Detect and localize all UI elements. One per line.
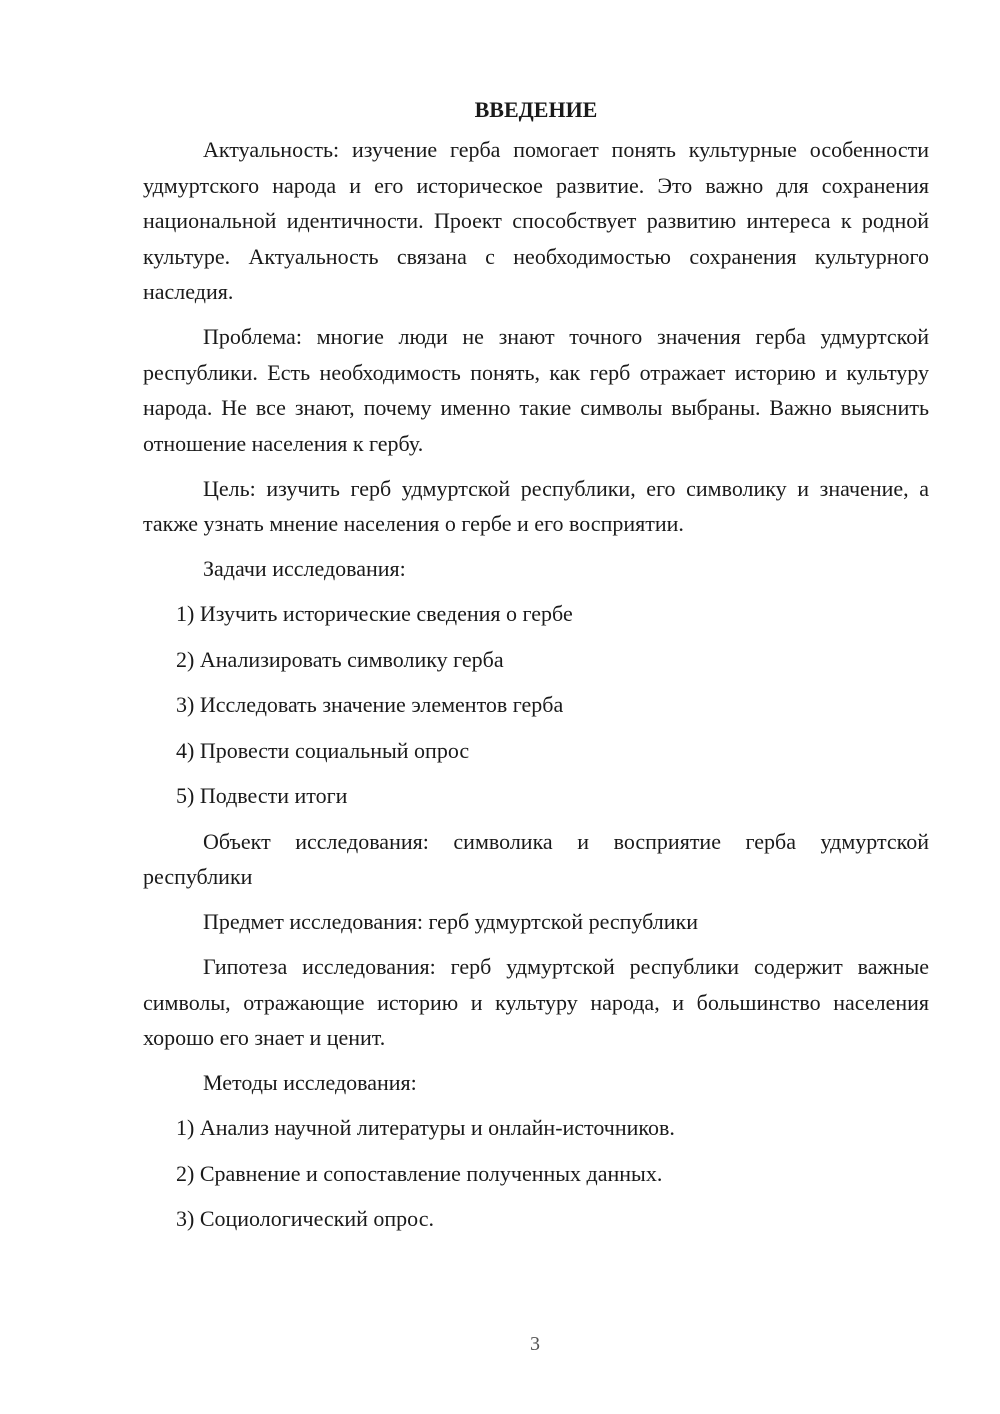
relevance-paragraph: Актуальность: изучение герба помогает понять культурные особенности удмуртского народа и его историческое развитие. Это важно для сохранения национальной идентичности. Проект способствует развитию интереса к родной культуре. Актуальность связана с необходимостью сохранения культурного наследия. xyxy=(143,137,929,304)
method-item: 2) Сравнение и сопоставление полученных данных. xyxy=(176,1160,663,1186)
section-heading: ВВЕДЕНИЕ xyxy=(474,97,598,122)
methods-heading: Методы исследования: xyxy=(203,1070,417,1095)
problem-paragraph: Проблема: многие люди не знают точного значения герба удмуртской республики. Есть необходимость понять, как герб отражает историю и культуру народа. Не все знают, почему именно такие символы выбраны. Важно выяснить отношение населения к гербу. xyxy=(143,324,929,456)
task-item: 4) Провести социальный опрос xyxy=(176,737,470,763)
task-item: 5) Подвести итоги xyxy=(176,783,348,808)
task-item: 1) Изучить исторические сведения о гербе xyxy=(176,601,573,626)
goal-paragraph: Цель: изучить герб удмуртской республики, его символику и значение, а также узнать мнение населения о гербе и его восприятии. xyxy=(143,475,929,536)
hypothesis-paragraph: Гипотеза исследования: герб удмуртской республики содержит важные символы, отражающие историю и культуру народа, и большинство населения хорошо его знает и ценит. xyxy=(143,954,929,1050)
task-item: 3) Исследовать значение элементов герба xyxy=(176,692,564,717)
page-number: 3 xyxy=(530,1333,540,1355)
tasks-heading: Задачи исследования: xyxy=(203,556,406,581)
subject-paragraph: Предмет исследования: герб удмуртской республики xyxy=(203,909,698,934)
task-item: 2) Анализировать символику герба xyxy=(176,646,504,672)
method-item: 1) Анализ научной литературы и онлайн-источников. xyxy=(176,1115,675,1140)
method-item: 3) Социологический опрос. xyxy=(176,1206,434,1231)
document-page xyxy=(143,92,929,1247)
object-paragraph: Объект исследования: символика и восприятие герба удмуртской республики xyxy=(143,828,929,889)
